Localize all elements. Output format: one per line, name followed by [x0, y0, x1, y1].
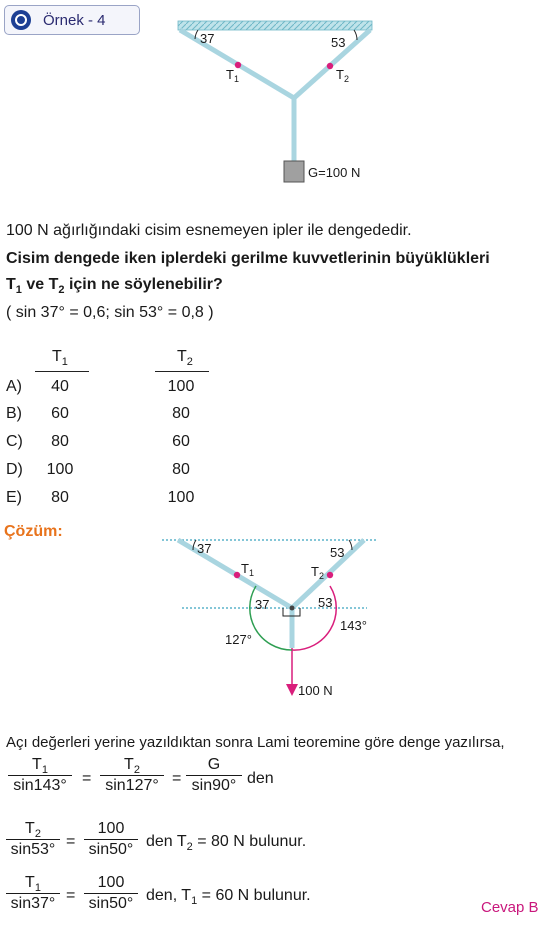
sol-t1-label: $T_1$: [241, 561, 254, 578]
angle-arc-right: [354, 30, 357, 40]
option-c-t2: 60: [172, 433, 190, 450]
option-a-t1: 40: [51, 378, 69, 395]
option-e-t2: 100: [167, 489, 195, 506]
question-line3: $T_1$ ve $T_2$ için ne söylenebilir?: [6, 276, 223, 296]
eq1-tail: den: [247, 770, 274, 787]
option-e-letter[interactable]: E): [6, 489, 22, 506]
question-line2: Cisim dengede iken iplerdeki gerilme kuvvetlerinin büyüklükleri: [6, 250, 490, 267]
sol-angle-ml: 37: [255, 597, 270, 612]
sol-angle-127: 127°: [225, 632, 252, 647]
eq2-result: den $T_2 = 80$ N bulunur.: [146, 833, 307, 853]
option-e-t1: 80: [51, 489, 69, 506]
eq2-equals: =: [66, 833, 76, 850]
angle-right-label: 53: [331, 35, 346, 50]
answer-label: Cevap B: [481, 899, 539, 916]
eq2-frac2: $\frac{100}{\sin 50^\circ}$: [84, 820, 138, 859]
eq1-equals-b: =: [172, 770, 182, 787]
ceiling: [178, 21, 372, 30]
option-c-t1: 80: [51, 433, 69, 450]
option-c-letter[interactable]: C): [6, 433, 23, 450]
example-label: Örnek - 4: [43, 12, 106, 29]
sol-angle-143: 143°: [340, 618, 367, 633]
option-b-t2: 80: [172, 405, 190, 422]
option-b-t1: 60: [51, 405, 69, 422]
eq1-equals-a: =: [82, 770, 92, 787]
sol-angle-mr: 53: [318, 595, 333, 610]
col2-head: $T_2$: [177, 348, 193, 368]
option-d-t2: 80: [172, 461, 190, 478]
col2-rule: [155, 371, 209, 372]
eq3-result: den, $T_1 = 60$ N bulunur.: [146, 887, 311, 907]
problem-figure: [0, 0, 550, 200]
eq2-frac1: $\frac{T_2}{\sin 53^\circ}$: [6, 820, 60, 859]
sol-angle-tr: 53: [330, 545, 345, 560]
eq3-frac2: $\frac{100}{\sin 50^\circ}$: [84, 874, 138, 913]
option-b-letter[interactable]: B): [6, 405, 22, 422]
solution-intro: Açı değerleri yerine yazıldıktan sonra Lami teoremine göre denge yazılırsa,: [6, 734, 505, 751]
weight-block: [284, 161, 304, 182]
sol-angle-tl: 37: [197, 541, 212, 556]
t2-marker: [327, 63, 333, 69]
option-d-letter[interactable]: D): [6, 461, 23, 478]
sol-force-label: 100 N: [298, 683, 333, 698]
option-a-t2: 100: [167, 378, 195, 395]
junction-dot: [290, 606, 295, 611]
question-line1: 100 N ağırlığındaki cisim esnemeyen ipler ile dengededir.: [6, 222, 412, 239]
col1-head: $T_1$: [52, 348, 68, 368]
eq1-frac1: $\frac{T_1}{\sin 143^\circ}$: [8, 756, 72, 795]
t1-label: $T_1$: [226, 67, 239, 84]
option-a-letter[interactable]: A): [6, 378, 22, 395]
eq3-equals: =: [66, 887, 76, 904]
option-d-t1: 100: [46, 461, 74, 478]
col1-rule: [35, 371, 89, 372]
eq3-frac1: $\frac{T_1}{\sin 37^\circ}$: [6, 874, 60, 913]
solution-figure: [0, 530, 550, 705]
weight-label: G=100 N: [308, 165, 361, 180]
sol-t2-label: $T_2$: [311, 564, 324, 581]
t2-label: $T_2$: [336, 67, 349, 84]
solution-heading: Çözüm:: [4, 523, 63, 540]
eq1-frac3: $\frac{G}{\sin 90^\circ}$: [186, 756, 242, 795]
arc-top-right: [349, 540, 352, 550]
sol-t1-marker: [234, 572, 240, 578]
angle-left-label: 37: [200, 31, 215, 46]
sol-t2-marker: [327, 572, 333, 578]
eq1-frac2: $\frac{T_2}{\sin 127^\circ}$: [100, 756, 164, 795]
question-hint: ( sin 37° = 0,6; sin 53° = 0,8 ): [6, 304, 214, 321]
